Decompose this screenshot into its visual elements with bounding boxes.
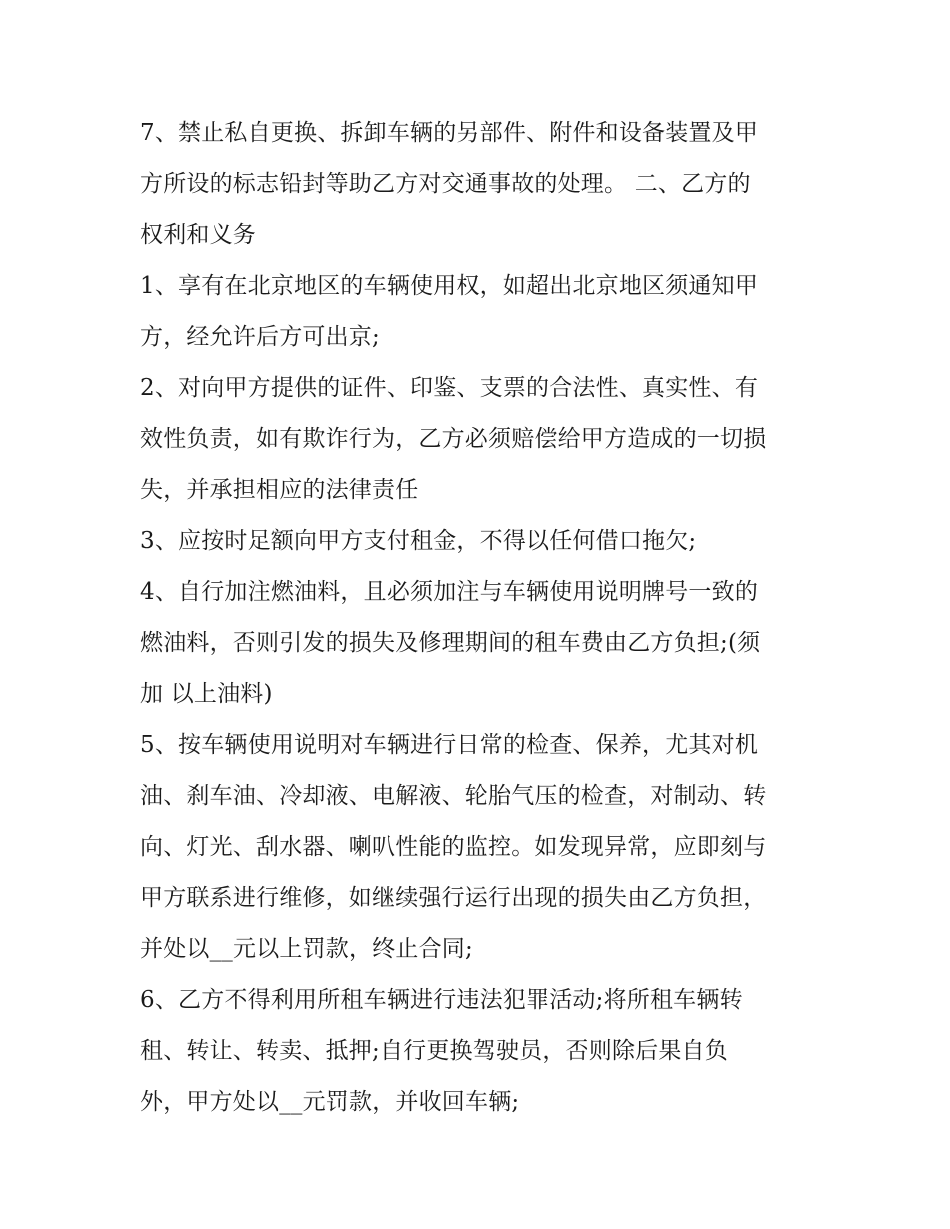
text-line: 失，并承担相应的法律责任: [140, 477, 419, 503]
text-line: 2、对向甲方提供的证件、印鉴、支票的合法性、真实性、有: [140, 375, 759, 401]
text-line: 效性负责，如有欺诈行为，乙方必须赔偿给甲方造成的一切损: [140, 426, 767, 452]
text-line: 甲方联系进行维修，如继续强行运行出现的损失由乙方负担，: [140, 885, 767, 911]
text-line: 权利和义务: [140, 222, 256, 248]
text-line: 租、转让、转卖、抵押;自行更换驾驶员，否则除后果自负: [140, 1038, 728, 1064]
text-line: 向、灯光、刮水器、喇叭性能的监控。如发现异常，应即刻与: [140, 834, 767, 860]
text-line: 6、乙方不得利用所租车辆进行违法犯罪活动;将所租车辆转: [140, 987, 743, 1013]
text-line: 5、按车辆使用说明对车辆进行日常的检查、保养，尤其对机: [140, 732, 759, 758]
text-line: 4、自行加注燃油料，且必须加注与车辆使用说明牌号一致的: [140, 579, 759, 605]
text-line: 油、刹车油、冷却液、电解液、轮胎气压的检查，对制动、转: [140, 783, 767, 809]
text-line: 1、享有在北京地区的车辆使用权，如超出北京地区须通知甲: [140, 273, 759, 299]
text-line: 加 以上油料): [140, 681, 273, 707]
text-line: 方所设的标志铅封等助乙方对交通事故的处理。 二、乙方的: [140, 171, 751, 197]
document-body: [140, 108, 830, 1128]
text-line: 并处以__元以上罚款，终止合同;: [140, 936, 473, 962]
text-line: 3、应按时足额向甲方支付租金，不得以任何借口拖欠;: [140, 528, 697, 554]
text-line: 外，甲方处以__元罚款，并收回车辆;: [140, 1089, 520, 1115]
text-line: 燃油料，否则引发的损失及修理期间的租车费由乙方负担;(须: [140, 630, 761, 656]
text-line: 7、禁止私自更换、拆卸车辆的另部件、附件和设备装置及甲: [140, 120, 759, 146]
text-line: 方，经允许后方可出京;: [140, 324, 380, 350]
